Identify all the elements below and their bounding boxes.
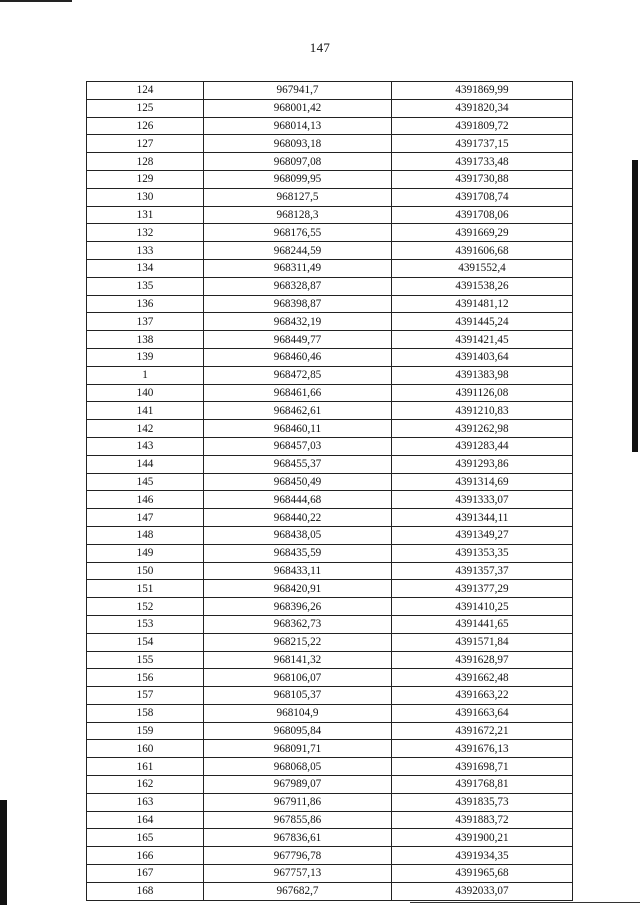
point-number-cell: 144: [87, 455, 204, 473]
x-coordinate-cell: 968438,05: [204, 526, 392, 544]
x-coordinate-cell: 968099,95: [204, 170, 392, 188]
table-row: [87, 437, 573, 455]
y-coordinate-cell: 4391538,26: [392, 277, 573, 295]
point-number-cell: 146: [87, 491, 204, 509]
table-row: [87, 242, 573, 260]
point-number-cell: 168: [87, 882, 204, 900]
table-row: [87, 224, 573, 242]
y-coordinate-cell: 4391262,98: [392, 420, 573, 438]
table-row: [87, 259, 573, 277]
x-coordinate-cell: 968457,03: [204, 437, 392, 455]
y-coordinate-cell: 4391421,45: [392, 331, 573, 349]
point-number-cell: 137: [87, 313, 204, 331]
table-row: [87, 153, 573, 171]
point-number-cell: 127: [87, 135, 204, 153]
coordinates-table: [86, 81, 573, 901]
table-row: [87, 598, 573, 616]
y-coordinate-cell: 4391934,35: [392, 847, 573, 865]
table-row: [87, 331, 573, 349]
y-coordinate-cell: 4391730,88: [392, 170, 573, 188]
table-row: [87, 633, 573, 651]
table-row: [87, 758, 573, 776]
table-row: [87, 348, 573, 366]
table-row: [87, 562, 573, 580]
table-row: [87, 491, 573, 509]
y-coordinate-cell: 4391441,65: [392, 615, 573, 633]
x-coordinate-cell: 968106,07: [204, 669, 392, 687]
table-row: [87, 669, 573, 687]
x-coordinate-cell: 968460,46: [204, 348, 392, 366]
x-coordinate-cell: 967836,61: [204, 829, 392, 847]
table-row: [87, 117, 573, 135]
point-number-cell: 156: [87, 669, 204, 687]
point-number-cell: 162: [87, 776, 204, 794]
table-row: [87, 277, 573, 295]
y-coordinate-cell: 4391349,27: [392, 526, 573, 544]
y-coordinate-cell: 4391552,4: [392, 259, 573, 277]
point-number-cell: 149: [87, 544, 204, 562]
table-row: [87, 704, 573, 722]
scan-rule-bottom: [410, 902, 640, 903]
table-row: [87, 882, 573, 900]
y-coordinate-cell: 4391869,99: [392, 82, 573, 100]
table-row: [87, 865, 573, 883]
x-coordinate-cell: 967757,13: [204, 865, 392, 883]
x-coordinate-cell: 968444,68: [204, 491, 392, 509]
y-coordinate-cell: 4391377,29: [392, 580, 573, 598]
point-number-cell: 139: [87, 348, 204, 366]
x-coordinate-cell: 968450,49: [204, 473, 392, 491]
x-coordinate-cell: 968455,37: [204, 455, 392, 473]
y-coordinate-cell: 4391820,34: [392, 99, 573, 117]
point-number-cell: 150: [87, 562, 204, 580]
table-row: [87, 420, 573, 438]
coordinates-table-body: [87, 82, 573, 901]
point-number-cell: 140: [87, 384, 204, 402]
point-number-cell: 145: [87, 473, 204, 491]
x-coordinate-cell: 968097,08: [204, 153, 392, 171]
point-number-cell: 147: [87, 509, 204, 527]
y-coordinate-cell: 4391835,73: [392, 793, 573, 811]
table-row: [87, 206, 573, 224]
y-coordinate-cell: 4391410,25: [392, 598, 573, 616]
x-coordinate-cell: 968420,91: [204, 580, 392, 598]
table-row: [87, 170, 573, 188]
y-coordinate-cell: 4391333,07: [392, 491, 573, 509]
point-number-cell: 136: [87, 295, 204, 313]
y-coordinate-cell: 4391628,97: [392, 651, 573, 669]
x-coordinate-cell: 968095,84: [204, 722, 392, 740]
x-coordinate-cell: 968396,26: [204, 598, 392, 616]
y-coordinate-cell: 4391663,22: [392, 687, 573, 705]
table-row: [87, 295, 573, 313]
table-row: [87, 99, 573, 117]
x-coordinate-cell: 967941,7: [204, 82, 392, 100]
scan-margin-bar-left: [0, 800, 7, 905]
x-coordinate-cell: 968093,18: [204, 135, 392, 153]
y-coordinate-cell: 4391672,21: [392, 722, 573, 740]
x-coordinate-cell: 967989,07: [204, 776, 392, 794]
point-number-cell: 163: [87, 793, 204, 811]
point-number-cell: 134: [87, 259, 204, 277]
point-number-cell: 132: [87, 224, 204, 242]
table-row: [87, 580, 573, 598]
y-coordinate-cell: 4391900,21: [392, 829, 573, 847]
x-coordinate-cell: 968440,22: [204, 509, 392, 527]
y-coordinate-cell: 4391344,11: [392, 509, 573, 527]
table-row: [87, 722, 573, 740]
y-coordinate-cell: 4391708,06: [392, 206, 573, 224]
table-row: [87, 847, 573, 865]
table-row: [87, 651, 573, 669]
x-coordinate-cell: 968127,5: [204, 188, 392, 206]
y-coordinate-cell: 4392033,07: [392, 882, 573, 900]
point-number-cell: 129: [87, 170, 204, 188]
y-coordinate-cell: 4391126,08: [392, 384, 573, 402]
point-number-cell: 157: [87, 687, 204, 705]
point-number-cell: 142: [87, 420, 204, 438]
table-row: [87, 82, 573, 100]
point-number-cell: 158: [87, 704, 204, 722]
x-coordinate-cell: 968433,11: [204, 562, 392, 580]
point-number-cell: 151: [87, 580, 204, 598]
point-number-cell: 131: [87, 206, 204, 224]
y-coordinate-cell: 4391445,24: [392, 313, 573, 331]
y-coordinate-cell: 4391662,48: [392, 669, 573, 687]
point-number-cell: 152: [87, 598, 204, 616]
x-coordinate-cell: 968362,73: [204, 615, 392, 633]
point-number-cell: 153: [87, 615, 204, 633]
x-coordinate-cell: 967796,78: [204, 847, 392, 865]
y-coordinate-cell: 4391283,44: [392, 437, 573, 455]
y-coordinate-cell: 4391314,69: [392, 473, 573, 491]
scan-margin-bar-right: [632, 160, 638, 452]
table-row: [87, 615, 573, 633]
y-coordinate-cell: 4391708,74: [392, 188, 573, 206]
point-number-cell: 125: [87, 99, 204, 117]
page-number: 147: [309, 40, 331, 55]
point-number-cell: 161: [87, 758, 204, 776]
x-coordinate-cell: 968461,66: [204, 384, 392, 402]
table-row: [87, 811, 573, 829]
y-coordinate-cell: 4391481,12: [392, 295, 573, 313]
point-number-cell: 143: [87, 437, 204, 455]
point-number-cell: 167: [87, 865, 204, 883]
y-coordinate-cell: 4391383,98: [392, 366, 573, 384]
x-coordinate-cell: 967855,86: [204, 811, 392, 829]
point-number-cell: 133: [87, 242, 204, 260]
y-coordinate-cell: 4391965,68: [392, 865, 573, 883]
x-coordinate-cell: 968449,77: [204, 331, 392, 349]
scan-rule-top: [0, 0, 72, 2]
y-coordinate-cell: 4391669,29: [392, 224, 573, 242]
point-number-cell: 124: [87, 82, 204, 100]
point-number-cell: 135: [87, 277, 204, 295]
table-row: [87, 384, 573, 402]
x-coordinate-cell: 968128,3: [204, 206, 392, 224]
point-number-cell: 166: [87, 847, 204, 865]
point-number-cell: 126: [87, 117, 204, 135]
point-number-cell: 141: [87, 402, 204, 420]
x-coordinate-cell: 968105,37: [204, 687, 392, 705]
x-coordinate-cell: 968328,87: [204, 277, 392, 295]
x-coordinate-cell: 968104,9: [204, 704, 392, 722]
x-coordinate-cell: 968176,55: [204, 224, 392, 242]
y-coordinate-cell: 4391809,72: [392, 117, 573, 135]
table-row: [87, 473, 573, 491]
point-number-cell: 138: [87, 331, 204, 349]
y-coordinate-cell: 4391663,64: [392, 704, 573, 722]
table-row: [87, 829, 573, 847]
point-number-cell: 130: [87, 188, 204, 206]
y-coordinate-cell: 4391768,81: [392, 776, 573, 794]
x-coordinate-cell: 968472,85: [204, 366, 392, 384]
table-row: [87, 509, 573, 527]
table-row: [87, 313, 573, 331]
x-coordinate-cell: 967911,86: [204, 793, 392, 811]
table-row: [87, 188, 573, 206]
y-coordinate-cell: 4391571,84: [392, 633, 573, 651]
x-coordinate-cell: 968462,61: [204, 402, 392, 420]
x-coordinate-cell: 968091,71: [204, 740, 392, 758]
table-row: [87, 687, 573, 705]
y-coordinate-cell: 4391883,72: [392, 811, 573, 829]
y-coordinate-cell: 4391737,15: [392, 135, 573, 153]
table-row: [87, 776, 573, 794]
table-row: [87, 793, 573, 811]
x-coordinate-cell: 968435,59: [204, 544, 392, 562]
point-number-cell: 155: [87, 651, 204, 669]
point-number-cell: 165: [87, 829, 204, 847]
point-number-cell: 1: [87, 366, 204, 384]
point-number-cell: 128: [87, 153, 204, 171]
y-coordinate-cell: 4391606,68: [392, 242, 573, 260]
point-number-cell: 160: [87, 740, 204, 758]
y-coordinate-cell: 4391357,37: [392, 562, 573, 580]
table-row: [87, 366, 573, 384]
x-coordinate-cell: 968398,87: [204, 295, 392, 313]
table-row: [87, 402, 573, 420]
x-coordinate-cell: 968141,32: [204, 651, 392, 669]
x-coordinate-cell: 968014,13: [204, 117, 392, 135]
point-number-cell: 154: [87, 633, 204, 651]
table-row: [87, 544, 573, 562]
table-row: [87, 455, 573, 473]
x-coordinate-cell: 968001,42: [204, 99, 392, 117]
x-coordinate-cell: 967682,7: [204, 882, 392, 900]
y-coordinate-cell: 4391210,83: [392, 402, 573, 420]
x-coordinate-cell: 968432,19: [204, 313, 392, 331]
x-coordinate-cell: 968215,22: [204, 633, 392, 651]
x-coordinate-cell: 968460,11: [204, 420, 392, 438]
x-coordinate-cell: 968244,59: [204, 242, 392, 260]
y-coordinate-cell: 4391403,64: [392, 348, 573, 366]
point-number-cell: 159: [87, 722, 204, 740]
table-row: [87, 135, 573, 153]
x-coordinate-cell: 968068,05: [204, 758, 392, 776]
y-coordinate-cell: 4391698,71: [392, 758, 573, 776]
table-row: [87, 740, 573, 758]
y-coordinate-cell: 4391353,35: [392, 544, 573, 562]
table-row: [87, 526, 573, 544]
y-coordinate-cell: 4391733,48: [392, 153, 573, 171]
x-coordinate-cell: 968311,49: [204, 259, 392, 277]
y-coordinate-cell: 4391676,13: [392, 740, 573, 758]
point-number-cell: 164: [87, 811, 204, 829]
y-coordinate-cell: 4391293,86: [392, 455, 573, 473]
point-number-cell: 148: [87, 526, 204, 544]
